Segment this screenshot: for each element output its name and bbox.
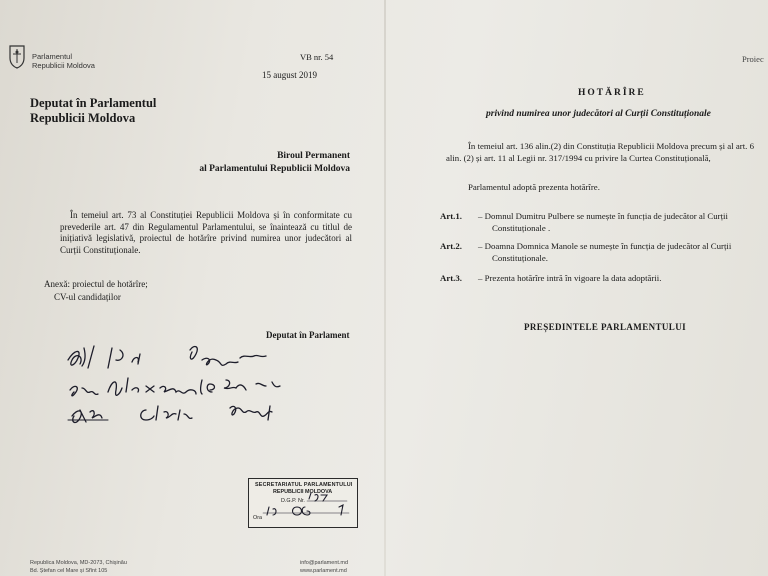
- page-fold: [384, 0, 386, 576]
- decision-preamble: În temeiul art. 136 alin.(2) din Constituția Republicii Moldova precum și al art. 6 alin. (2) și art. 11 al Legii nr. 317/1994 cu privire la Curtea Constituțională,: [446, 141, 754, 163]
- stamp-line-1: SECRETARIATUL PARLAMENTULUI: [255, 482, 353, 488]
- annex-line-1: Anexă: proiectul de hotărîre;: [44, 279, 148, 289]
- org-line-1: Parlamentul: [32, 52, 73, 61]
- footer-contacts: [300, 560, 348, 575]
- addressee: [199, 150, 350, 176]
- article-2-text: – Doamna Domnica Manole se numește în funcția de judecător al Curții: [478, 241, 732, 251]
- reference-number: VB nr. 54: [300, 52, 334, 62]
- footer-address: [30, 560, 127, 575]
- handwritten-signatures: [60, 340, 390, 440]
- registration-stamp: [248, 478, 358, 528]
- stamp-ora: Ora: [253, 515, 262, 521]
- article-2-label: Art.2.: [440, 241, 462, 251]
- article-1-continuation: Constituționale .: [492, 223, 551, 233]
- moldova-coat-of-arms-icon: [8, 44, 26, 70]
- sender-title: [30, 96, 156, 126]
- letter-date: 15 august 2019: [262, 70, 317, 80]
- footer-email: info@parlament.md: [300, 560, 349, 566]
- article-1-text: – Domnul Dumitru Pulbere se numește în funcția de judecător al Curții: [478, 211, 728, 221]
- decision-subtitle: privind numirea unor judecători al Curții Constituționale: [486, 109, 711, 119]
- footer-address-line-2: Bd. Ștefan cel Mare și Sfînt 105: [30, 567, 108, 574]
- article-2-continuation: Constituționale.: [492, 253, 548, 263]
- article-3-text: – Prezenta hotărîre intră în vigoare la data adoptării.: [478, 273, 662, 283]
- stamp-line-3: D.G.P. Nr.: [281, 498, 305, 504]
- decision-adopts: Parlamentul adoptă prezenta hotărîre.: [468, 182, 600, 192]
- letter-body: În temeiul art. 73 al Constituției Republicii Moldova și în conformitate cu prevederile art. 47 din Regulamentul Parlamentului, se înaintează cu titlul de inițiativă legislativă, proiectul de hotărîre privind numirea unor judecători al Curții Constituționale.: [60, 210, 352, 255]
- article-3-label: Art.3.: [440, 273, 462, 283]
- addressee-line-1: Biroul Permanent: [277, 151, 350, 161]
- annex-line-2: CV-ul candidaților: [54, 292, 121, 302]
- proiect-label: Proiec: [742, 54, 764, 64]
- article-2: [440, 240, 760, 264]
- stamp-line-2: REPUBLICII MOLDOVA: [273, 489, 333, 495]
- article-3: [440, 272, 760, 284]
- sender-line-1: Deputat în Parlamentul: [30, 96, 157, 110]
- sender-line-2: Republicii Moldova: [30, 111, 136, 125]
- stamp-handwriting: [249, 479, 357, 527]
- footer-address-line-1: Republica Moldova, MD-2073, Chișinău: [30, 560, 127, 566]
- org-name: [32, 52, 95, 70]
- decision-signatory: PREȘEDINTELE PARLAMENTULUI: [524, 322, 687, 332]
- article-1: [440, 210, 760, 234]
- article-1-label: Art.1.: [440, 211, 462, 221]
- org-line-2: Republicii Moldova: [32, 61, 95, 70]
- footer-website: www.parlament.md: [300, 567, 347, 574]
- signature-title: Deputat în Parlament: [266, 330, 350, 340]
- decision-title: HOTĂRÎRE: [578, 88, 646, 98]
- addressee-line-2: al Parlamentului Republicii Moldova: [199, 164, 350, 174]
